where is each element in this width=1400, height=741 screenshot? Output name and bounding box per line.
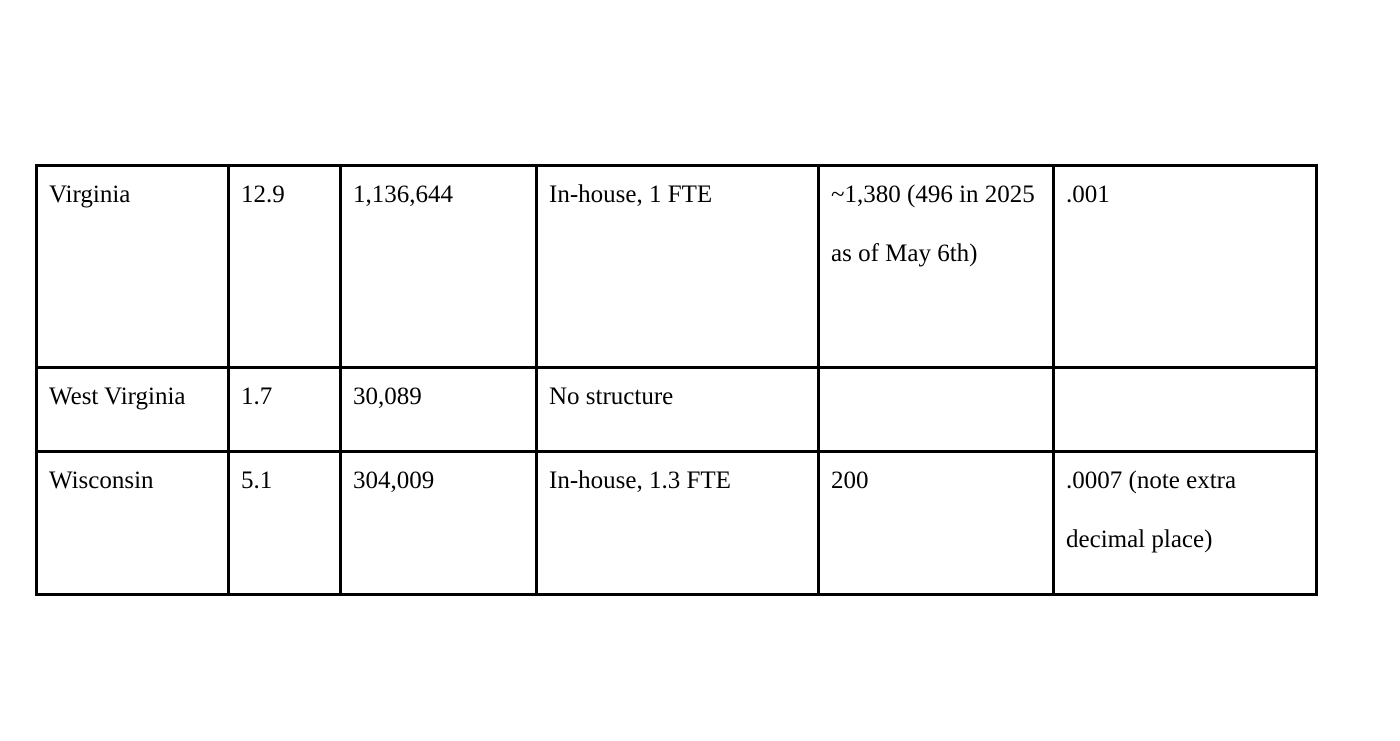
table-cell [537, 368, 819, 452]
table-cell [229, 166, 341, 368]
state-name: West Virginia [49, 383, 186, 410]
state-data-table [35, 164, 1318, 596]
cell-value: 30,089 [353, 383, 422, 410]
cell-value: 304,009 [353, 467, 435, 494]
table-row [37, 166, 1317, 368]
table-cell [819, 368, 1054, 452]
cell-value: In-house, 1 FTE [549, 181, 713, 208]
table-cell [1054, 368, 1317, 452]
cell-value: 200 [831, 467, 869, 494]
cell-value: .001 [1066, 181, 1110, 208]
cell-value: 5.1 [241, 467, 273, 494]
table-row [37, 452, 1317, 595]
cell-value: .0007 (note extra decimal place) [1066, 467, 1237, 553]
table-cell [1054, 166, 1317, 368]
table-cell [37, 166, 229, 368]
table-cell [341, 368, 537, 452]
table-cell [37, 368, 229, 452]
table-cell [341, 452, 537, 595]
table-cell [537, 166, 819, 368]
table-cell [1054, 452, 1317, 595]
table-cell [229, 452, 341, 595]
cell-value: 12.9 [241, 181, 285, 208]
state-name: Wisconsin [49, 467, 154, 494]
table-cell [229, 368, 341, 452]
table-cell [537, 452, 819, 595]
cell-value: No structure [549, 383, 674, 410]
table-cell [819, 452, 1054, 595]
table-cell [819, 166, 1054, 368]
table-cell [37, 452, 229, 595]
cell-value: 1.7 [241, 383, 273, 410]
state-name: Virginia [49, 181, 131, 208]
cell-value: 1,136,644 [353, 181, 453, 208]
table-row [37, 368, 1317, 452]
table-cell [341, 166, 537, 368]
cell-value: ~1,380 (496 in 2025 as of May 6th) [831, 181, 1035, 267]
cell-value: In-house, 1.3 FTE [549, 467, 731, 494]
